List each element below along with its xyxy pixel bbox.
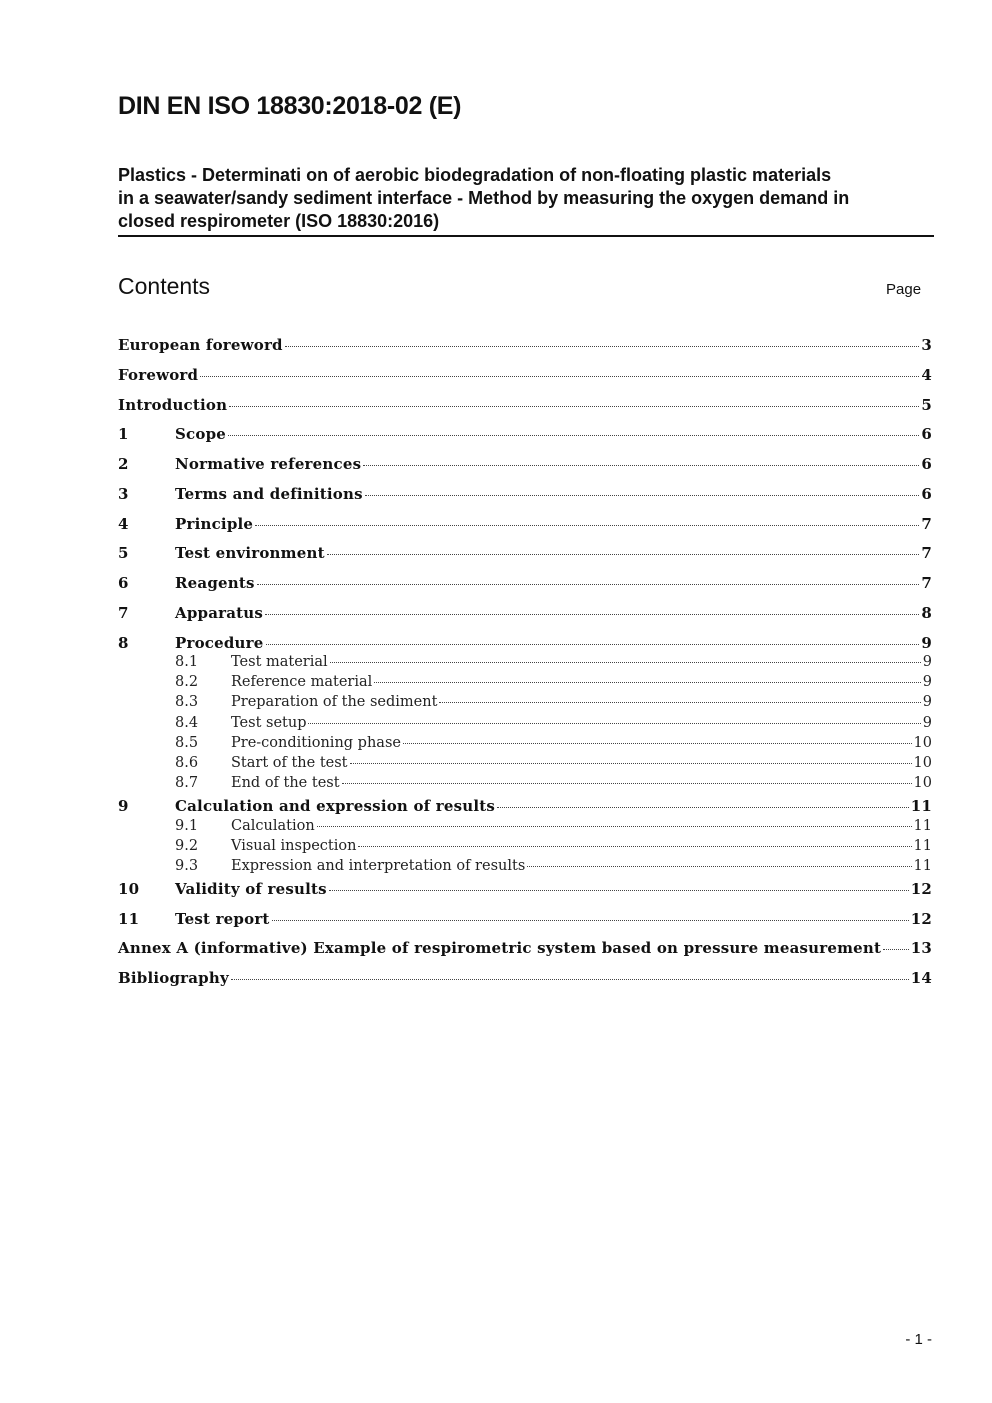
toc-entry-number: 9.1 bbox=[175, 817, 199, 834]
toc-entry-number: 9.2 bbox=[175, 837, 199, 854]
dot-leader bbox=[374, 682, 921, 683]
toc-entry-title: Calculation bbox=[231, 817, 315, 834]
toc-entry-title: Visual inspection bbox=[231, 837, 357, 854]
page-number: - 1 - bbox=[905, 1331, 932, 1348]
toc-entry-test-environment[interactable] bbox=[118, 544, 932, 574]
toc-entry-page: 9 bbox=[922, 674, 932, 691]
toc-entry-page: 12 bbox=[910, 909, 932, 928]
toc-entry-page: 10 bbox=[913, 754, 932, 771]
toc-entry-title: Reference material bbox=[231, 674, 373, 691]
toc-entry-title: Reagents bbox=[175, 574, 255, 592]
toc-entry-reagents[interactable] bbox=[118, 574, 932, 604]
toc-entry-page: 12 bbox=[910, 879, 932, 898]
toc-entry-number: 9 bbox=[118, 796, 129, 815]
dot-leader bbox=[266, 644, 920, 645]
toc-entry-number: 8.3 bbox=[175, 694, 199, 711]
toc-entry-page: 6 bbox=[921, 455, 932, 473]
toc-subentry-pre-conditioning-phase[interactable] bbox=[118, 735, 932, 755]
toc-entry-number: 8.7 bbox=[175, 774, 199, 791]
toc-subentry-test-material[interactable] bbox=[118, 654, 932, 674]
toc-entry-title: Start of the test bbox=[231, 754, 348, 771]
toc-entry-page: 11 bbox=[913, 837, 932, 854]
dot-leader bbox=[342, 783, 912, 784]
dot-leader bbox=[272, 920, 909, 921]
dot-leader bbox=[257, 584, 920, 585]
dot-leader bbox=[439, 702, 920, 703]
toc-entry-page: 9 bbox=[922, 694, 932, 711]
toc-entry-introduction[interactable] bbox=[118, 396, 932, 426]
toc-entry-page: 4 bbox=[921, 365, 932, 384]
toc-entry-bibliography[interactable] bbox=[118, 969, 932, 999]
toc-entry-number: 6 bbox=[118, 574, 129, 592]
document-id: DIN EN ISO 18830:2018-02 (E) bbox=[118, 92, 462, 120]
toc-entry-page: 7 bbox=[921, 514, 932, 533]
toc-entry-title: Apparatus bbox=[175, 603, 264, 622]
toc-entry-page: 11 bbox=[913, 817, 932, 834]
toc-entry-page: 10 bbox=[913, 774, 932, 791]
toc-entry-title: Principle bbox=[175, 514, 254, 533]
dot-leader bbox=[329, 890, 909, 891]
contents-heading: Contents bbox=[118, 273, 211, 299]
dot-leader bbox=[255, 525, 919, 526]
toc-entry-title: Terms and definitions bbox=[175, 484, 363, 503]
toc-entry-title: Annex A (informative) Example of respirometric system based on pressure measurement bbox=[118, 939, 882, 958]
toc-entry-validity-of-results[interactable] bbox=[118, 880, 932, 910]
toc-entry-number: 8.5 bbox=[175, 734, 199, 751]
toc-entry-page: 8 bbox=[921, 603, 932, 622]
toc-entry-normative-references[interactable] bbox=[118, 455, 932, 485]
dot-leader bbox=[330, 662, 921, 663]
toc-subentry-test-setup[interactable] bbox=[118, 715, 932, 735]
toc-entry-number: 8 bbox=[118, 633, 129, 652]
toc-subentry-preparation-of-sediment[interactable] bbox=[118, 694, 932, 714]
toc-entry-number: 10 bbox=[118, 879, 140, 898]
dot-leader bbox=[527, 866, 911, 867]
toc-entry-page: 7 bbox=[921, 544, 932, 563]
dot-leader bbox=[200, 376, 919, 377]
toc-entry-number: 11 bbox=[118, 909, 140, 928]
toc-entry-title: Scope bbox=[175, 425, 227, 444]
toc-entry-title: Procedure bbox=[175, 633, 264, 652]
toc-entry-number: 3 bbox=[118, 484, 129, 503]
toc-entry-page: 9 bbox=[921, 633, 932, 652]
toc-subentry-end-of-test[interactable] bbox=[118, 775, 932, 795]
toc-entry-title: European foreword bbox=[118, 336, 283, 354]
toc-entry-title: Test setup bbox=[231, 714, 307, 731]
toc-entry-title: Introduction bbox=[118, 395, 228, 414]
toc-subentry-reference-material[interactable] bbox=[118, 674, 932, 694]
toc-entry-page: 9 bbox=[922, 714, 932, 731]
dot-leader bbox=[308, 723, 920, 724]
toc-entry-page: 6 bbox=[921, 484, 932, 503]
dot-leader bbox=[265, 614, 919, 615]
toc-entry-page: 13 bbox=[910, 939, 932, 958]
dot-leader bbox=[231, 979, 909, 980]
toc-entry-page: 14 bbox=[910, 969, 932, 988]
toc-entry-number: 8.2 bbox=[175, 674, 199, 691]
toc-entry-principle[interactable] bbox=[118, 515, 932, 545]
table-of-contents bbox=[118, 336, 932, 999]
toc-entry-scope[interactable] bbox=[118, 425, 932, 455]
title-line: Plastics - Determinati on of aerobic biodegradation of non-floating plastic materials bbox=[118, 165, 832, 185]
toc-entry-number: 5 bbox=[118, 544, 129, 563]
toc-entry-title: Normative references bbox=[175, 455, 362, 473]
toc-subentry-start-of-test[interactable] bbox=[118, 755, 932, 775]
toc-subentry-expression-and-interpretation[interactable] bbox=[118, 858, 932, 878]
toc-entry-page: 11 bbox=[910, 796, 932, 815]
dot-leader bbox=[883, 949, 909, 950]
toc-entry-number: 7 bbox=[118, 603, 129, 622]
toc-entry-page: 6 bbox=[921, 425, 932, 444]
toc-entry-apparatus[interactable] bbox=[118, 604, 932, 634]
dot-leader bbox=[229, 406, 919, 407]
toc-entry-page: 7 bbox=[921, 574, 932, 592]
toc-entry-page: 3 bbox=[921, 336, 932, 354]
toc-entry-title: Pre-conditioning phase bbox=[231, 734, 401, 751]
toc-subentry-calculation[interactable] bbox=[118, 818, 932, 838]
toc-entry-number: 8.4 bbox=[175, 714, 199, 731]
toc-subentry-visual-inspection[interactable] bbox=[118, 838, 932, 858]
dot-leader bbox=[317, 826, 912, 827]
dot-leader bbox=[365, 495, 920, 496]
toc-entry-title: Calculation and expression of results bbox=[175, 796, 495, 815]
dot-leader bbox=[327, 554, 920, 555]
toc-entry-title: Bibliography bbox=[118, 969, 229, 988]
toc-entry-foreword[interactable] bbox=[118, 366, 932, 396]
toc-entry-european-foreword[interactable] bbox=[118, 336, 932, 366]
toc-entry-number: 2 bbox=[118, 455, 129, 473]
toc-entry-number: 1 bbox=[118, 425, 129, 444]
toc-entry-test-report[interactable] bbox=[118, 910, 932, 940]
toc-entry-title: Foreword bbox=[118, 365, 199, 384]
toc-entry-title: Test report bbox=[175, 909, 270, 928]
toc-entry-title: Expression and interpretation of results bbox=[231, 857, 526, 874]
dot-leader bbox=[403, 743, 912, 744]
title-line: closed respirometer (ISO 18830:2016) bbox=[118, 211, 440, 231]
toc-entry-number: 9.3 bbox=[175, 857, 199, 874]
toc-entry-title: Validity of results bbox=[175, 879, 327, 898]
toc-entry-number: 8.6 bbox=[175, 754, 199, 771]
dot-leader bbox=[358, 846, 911, 847]
toc-entry-title: Test material bbox=[231, 654, 328, 671]
dot-leader bbox=[285, 346, 920, 347]
toc-entry-number: 8.1 bbox=[175, 654, 199, 671]
title-line: in a seawater/sandy sediment interface - Method by measuring the oxygen demand in bbox=[118, 188, 850, 208]
toc-entry-title: Preparation of the sediment bbox=[231, 694, 438, 711]
dot-leader bbox=[363, 465, 919, 466]
dot-leader bbox=[350, 763, 912, 764]
toc-entry-page: 5 bbox=[921, 395, 932, 414]
page-column-label: Page bbox=[886, 281, 922, 298]
toc-entry-page: 10 bbox=[913, 734, 932, 751]
toc-entry-title: End of the test bbox=[231, 774, 340, 791]
dot-leader bbox=[228, 435, 919, 436]
toc-entry-page: 11 bbox=[913, 857, 932, 874]
document-title bbox=[118, 164, 934, 237]
toc-entry-number: 4 bbox=[118, 514, 129, 533]
toc-entry-title: Test environment bbox=[175, 544, 325, 563]
toc-entry-annex-a[interactable] bbox=[118, 939, 932, 969]
dot-leader bbox=[497, 807, 909, 808]
toc-entry-terms-and-definitions[interactable] bbox=[118, 485, 932, 515]
toc-entry-page: 9 bbox=[922, 654, 932, 671]
